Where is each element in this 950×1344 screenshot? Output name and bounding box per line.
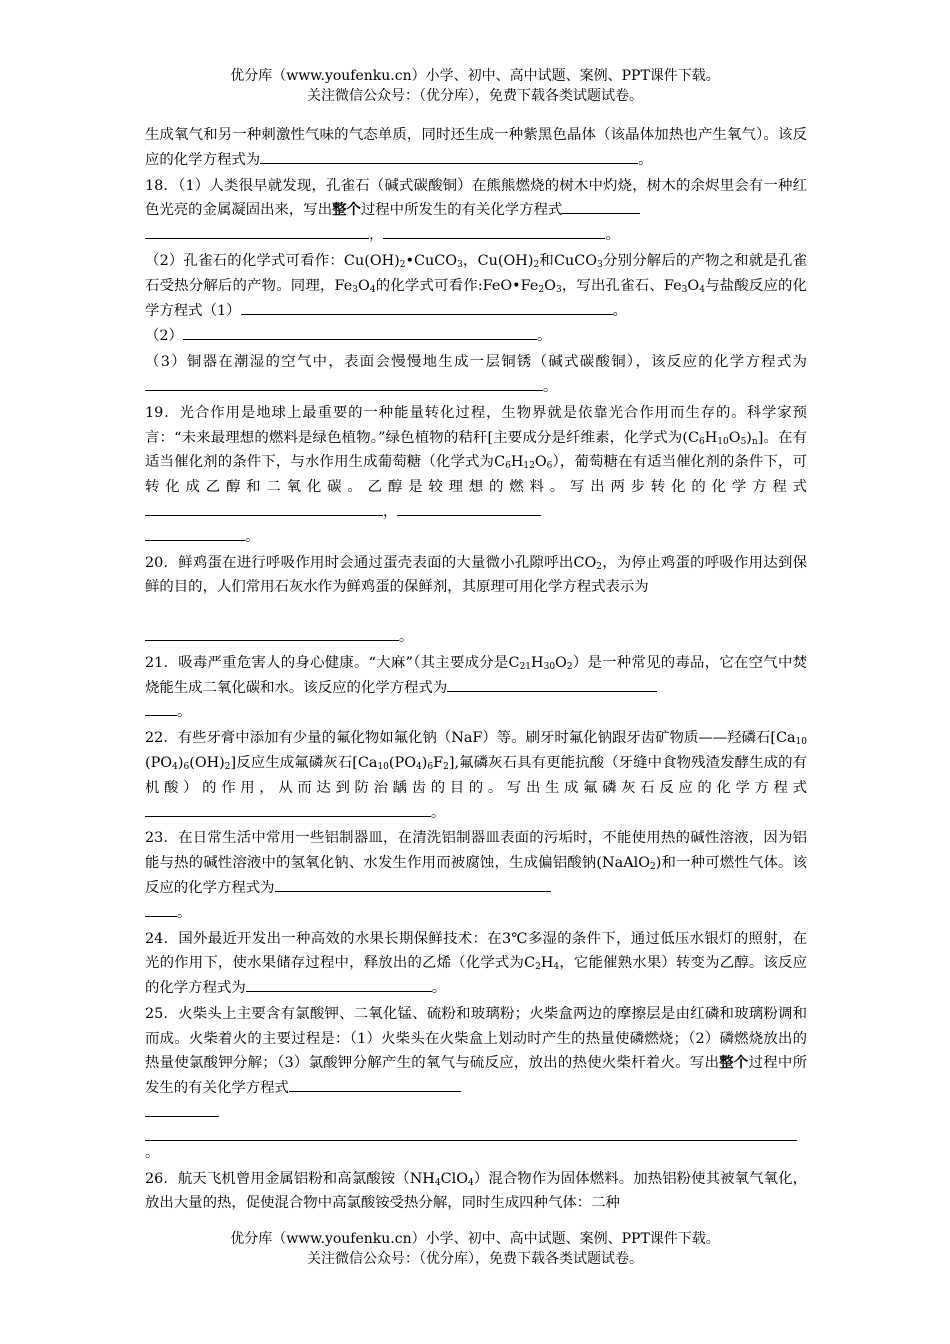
footer-line-2: 关注微信公众号：（优分库），免费下载各类试题试卷。: [307, 1251, 643, 1267]
header-line-1: 优分库（www.youfenku.cn）小学、初中、高中试题、案例、PPT课件下载。: [230, 68, 720, 84]
answer-blank[interactable]: [145, 525, 245, 540]
q21: 21．吸毒严重危害人的身心健康。“大麻”（其主要成分是$C_{21}H_{30}O_2$）是一种常见的毒品，它在空气中焚烧能生成二氧化碳和水。该反应的化学方程式为 。: [145, 654, 807, 721]
q25: 25．火柴头上主要含有氯酸钾、二氧化锰、硫粉和玻璃粉；火柴盒两边的摩擦层是由红磷和玻璃粉调和而成。火柴着火的主要过程是：（1）火柴头在火柴盒上划动时产生的热量使磷燃烧；（2）磷燃烧放出的热量使氯酸钾分解；（3）氯酸钾分解产生的氧气与硫反应，放出的热使火柴杆着火。写出整个过程中所发生的有关化学方程式 。: [145, 1005, 807, 1161]
answer-blank[interactable]: [397, 501, 541, 516]
answer-blank[interactable]: [145, 376, 543, 391]
q22: 22．有些牙膏中添加有少量的氟化物如氟化钠（NaF）等。刷牙时氟化钠跟牙齿矿物质——羟磷石$[Ca_{10}(PO_4)_6(OH)_2]$反应生成氟磷灰石$[Ca_{10}(PO_4)_6F_2]$,氟磷灰石具有更能抗酸（牙缝中食物残渣发酵生成的有机酸）的作用，从而达到防治龋齿的目的。写出生成氟磷灰石反应的化学方程式。: [145, 730, 807, 821]
answer-blank[interactable]: [145, 224, 369, 239]
answer-blank[interactable]: [145, 501, 383, 516]
answer-blank[interactable]: [447, 676, 657, 691]
answer-blank[interactable]: [145, 626, 399, 641]
answer-blank[interactable]: [145, 701, 177, 716]
q17-tail: 生成氧气和另一种刺激性气味的气态单质，同时还生成一种紫黑色晶体（该晶体加热也产生氧气）。该反应的化学方程式为 。: [145, 127, 807, 168]
answer-blank[interactable]: [145, 1102, 219, 1117]
header-line-2: 关注微信公众号：（优分库），免费下载各类试题试卷。: [307, 88, 643, 104]
q18-part1: 18．（1）人类很早就发现，孔雀石（碱式碳酸铜）在熊熊燃烧的树木中灼烧，树木的余烬里会有一种红色光亮的金属凝固出来，写出整个过程中所发生的有关化学方程式 ， 。: [145, 177, 807, 244]
answer-blank-full-line[interactable]: [145, 1126, 797, 1141]
answer-blank[interactable]: [562, 199, 640, 214]
footer-line-1: 优分库（www.youfenku.cn）小学、初中、高中试题、案例、PPT课件下载。: [230, 1231, 720, 1247]
answer-blank[interactable]: [145, 801, 431, 816]
answer-blank[interactable]: [383, 224, 605, 239]
q19: 19．光合作用是地球上最重要的一种能量转化过程，生物界就是依靠光合作用而生存的。科学家预言：“未来最理想的燃料是绿色植物。”绿色植物的秸秆[主要成分是纤维素，化学式为$(C_6H_{10}O_5)_n$]。在有适当催化剂的条件下，与水作用生成葡萄糖（化学式为$C_6H_{12}O_6$），葡萄糖在有适当催化剂的条件下，可转化成乙醇和二氧化碳。乙醇是较理想的燃料。写出两步转化的化学方程式， 。: [145, 404, 807, 545]
answer-blank[interactable]: [145, 901, 177, 916]
answer-blank[interactable]: [246, 977, 432, 992]
answer-blank[interactable]: [275, 877, 551, 892]
page-header: [0, 66, 950, 106]
q18-part3: （3）铜器在潮湿的空气中，表面会慢慢地生成一层铜锈（碱式碳酸铜），该反应的化学方程式为。: [145, 354, 807, 395]
page-footer: [0, 1229, 950, 1269]
q18-part2-2: （2） 。: [145, 324, 807, 349]
answer-blank[interactable]: [241, 299, 613, 314]
q26: 26．航天飞机曾用金属铝粉和高氯酸铵$(NH_4ClO_4)$混合物作为固体燃料。加热铝粉使其被氧气氧化，放出大量的热，促使混合物中高氯酸铵受热分解，同时生成四种气体：二种: [145, 1170, 807, 1212]
q23: 23．在日常生活中常用一些铝制器皿，在清洗铝制器皿表面的污垢时，不能使用热的碱性溶液，因为铝能与热的碱性溶液中的氢氧化钠、水发生作用而被腐蚀，生成偏铝酸钠(NaAlO$_2$)和一种可燃性气体。该反应的化学方程式为 。: [145, 830, 807, 921]
answer-blank[interactable]: [260, 148, 638, 163]
q18-part2: （2）孔雀石的化学式可看作：$Cu(OH)_2•CuCO_3$，$Cu(OH)_2$和CuCO$_3$分别分解后的产物之和就是孔雀石受热分解后的产物。同理，$Fe_3O_4$的化学式可看作$:FeO•Fe_2O_3$，写出孔雀石、$Fe_3O_4$与盐酸反应的化学方程式（1） 。: [145, 252, 808, 319]
q20: 20．鲜鸡蛋在进行呼吸作用时会通过蛋壳表面的大量微小孔隙呼出$CO_2$，为停止鸡蛋的呼吸作用达到保鲜的目的，人们常用石灰水作为鲜鸡蛋的保鲜剂，其原理可用化学方程式表示为 。: [145, 554, 807, 645]
document-body: [145, 123, 807, 1216]
answer-blank[interactable]: [183, 325, 537, 340]
q24: 24．国外最近开发出一种高效的水果长期保鲜技术：在3℃多湿的条件下，通过低压水银灯的照射，在光的作用下，使水果储存过程中，释放出的乙烯（化学式为$C_2H_4$，它能催熟水果）转变为乙醇。该反应的化学方程式为 。: [145, 930, 807, 997]
answer-blank[interactable]: [289, 1077, 461, 1092]
